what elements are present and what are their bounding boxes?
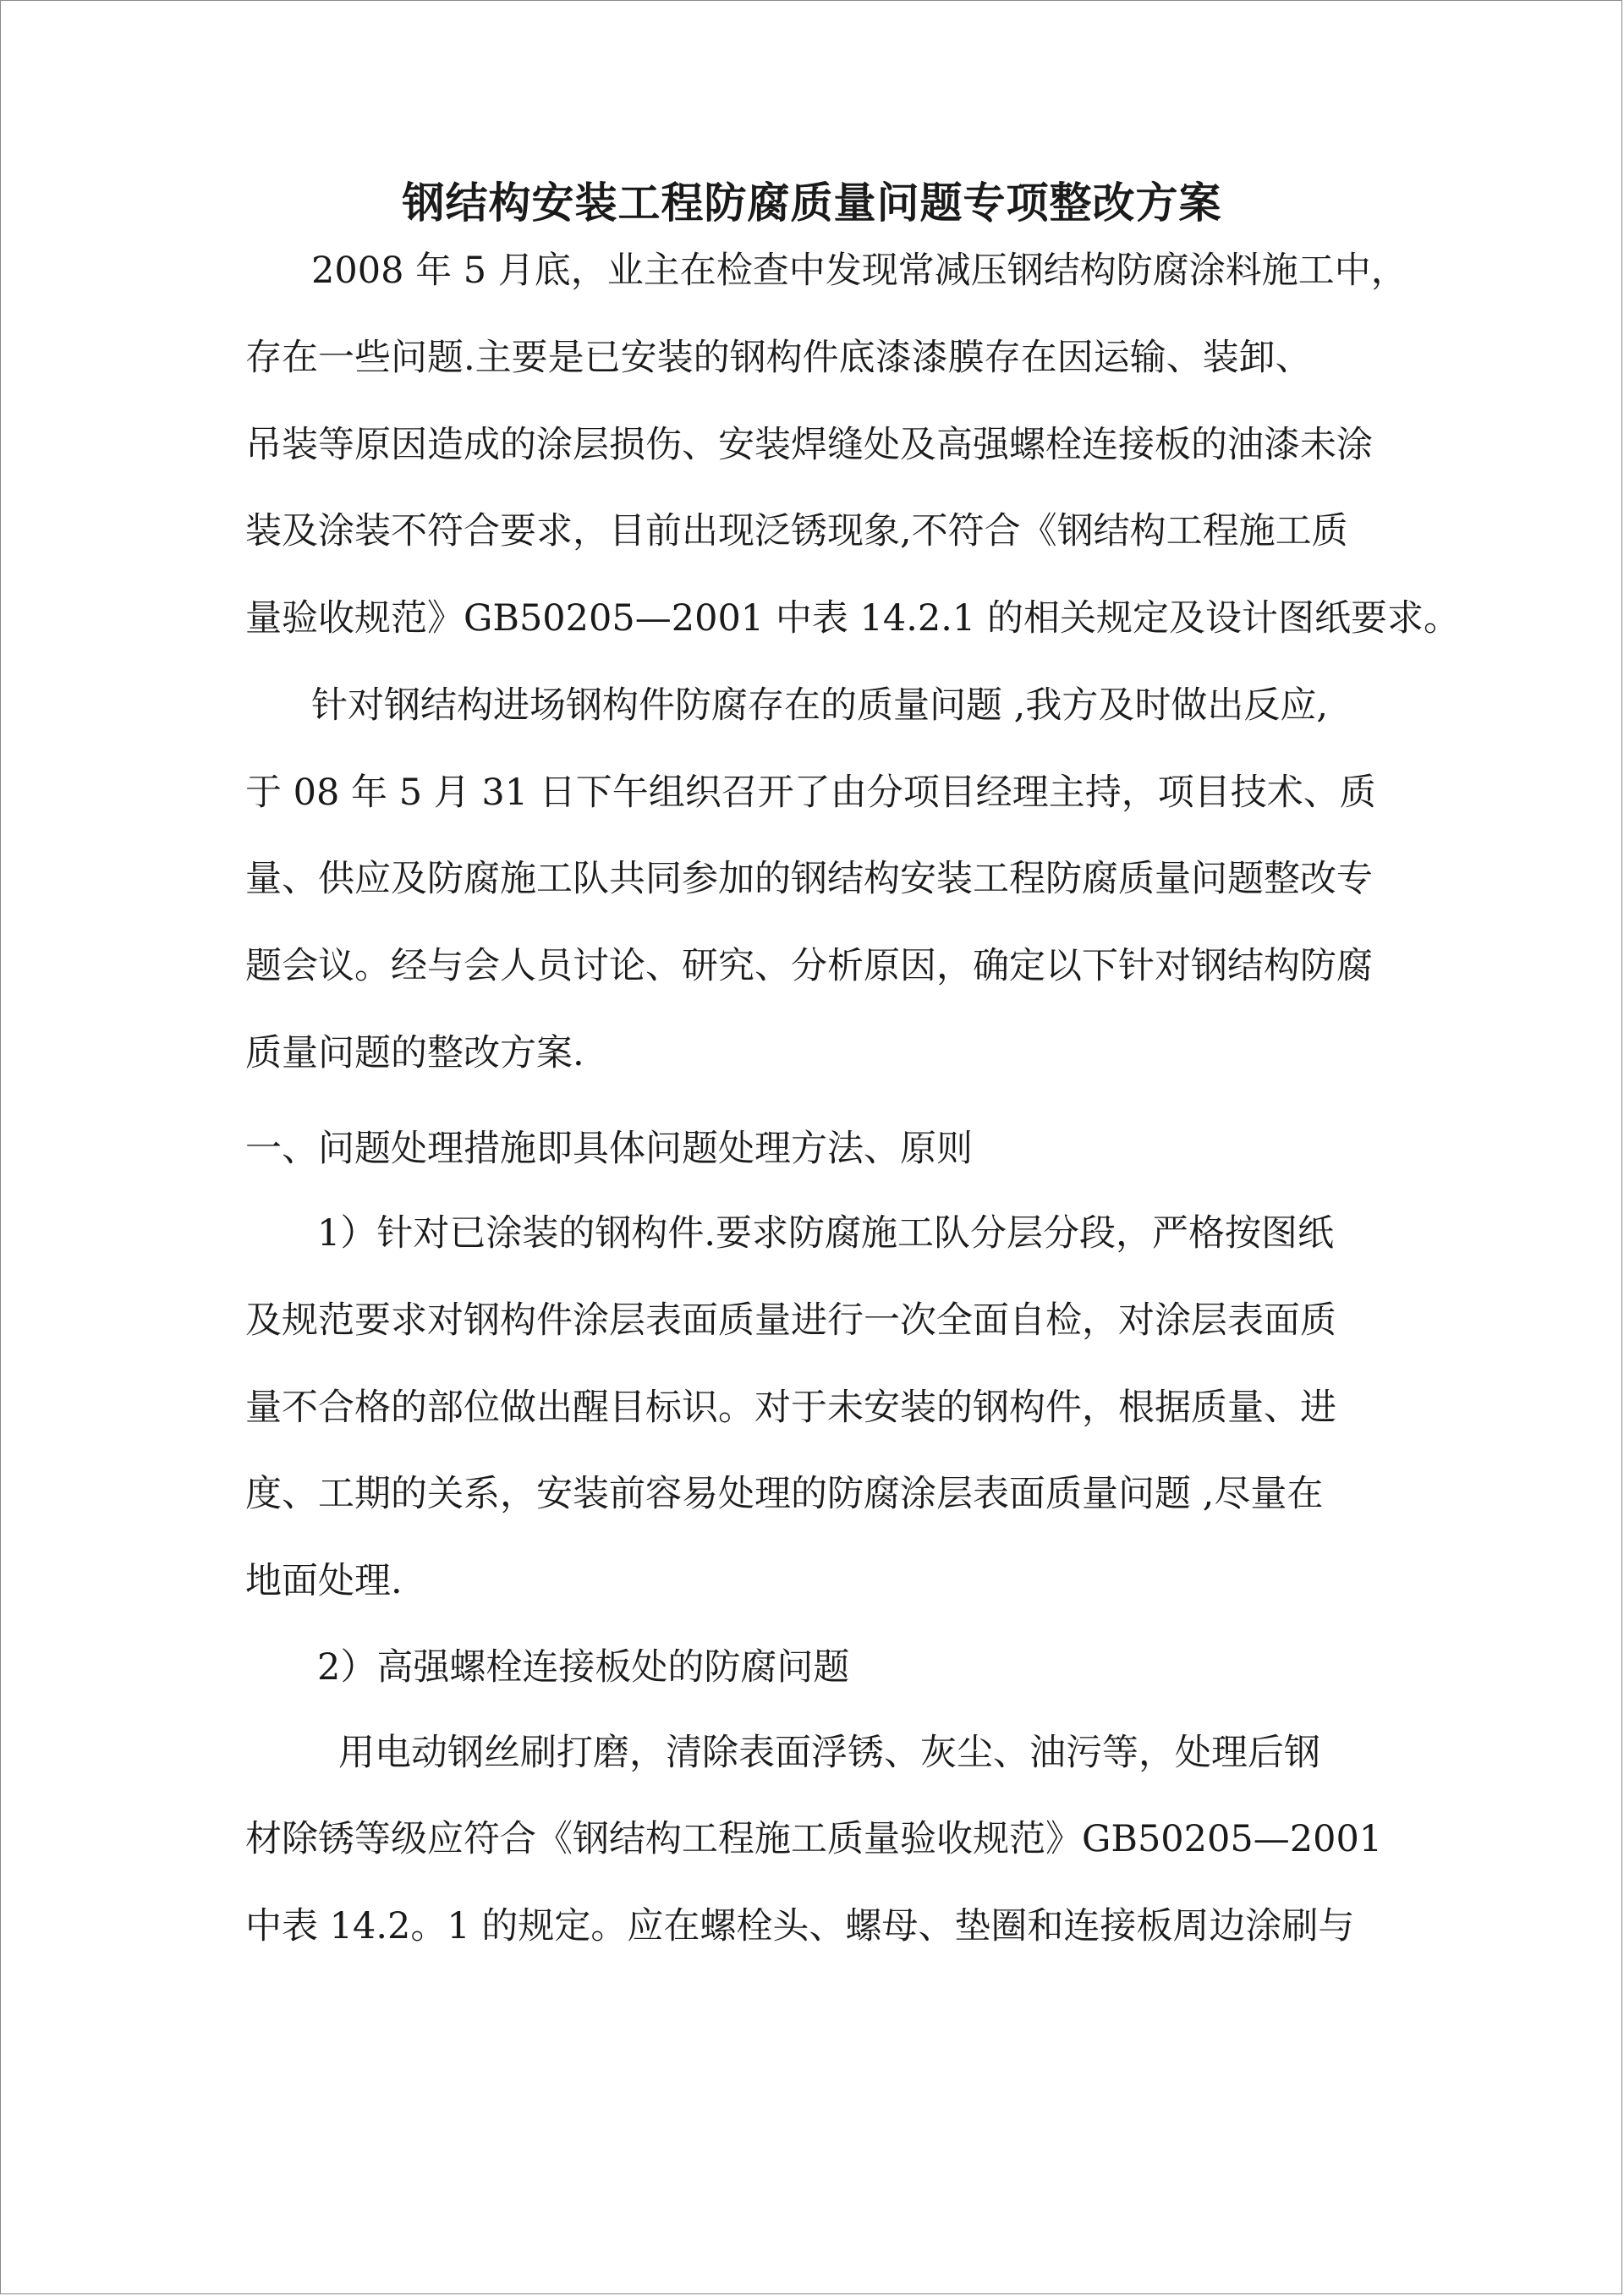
paragraph-line: 量不合格的部位做出醒目标识。对于未安装的钢构件，根据质量、进 — [245, 1387, 1336, 1429]
paragraph-line: 2008 年 5 月底，业主在检查中发现常减压钢结构防腐涂料施工中， — [311, 250, 1407, 292]
paragraph-line: 针对钢结构进场钢构件防腐存在的质量问题 ,我方及时做出反应, — [311, 684, 1329, 727]
paragraph-line: 装及涂装不符合要求，目前出现泛锈现象,不符合《钢结构工程施工质 — [245, 510, 1348, 552]
paragraph-line: 于 08 年 5 月 31 日下午组织召开了由分项目经理主持，项目技术、质 — [245, 772, 1376, 814]
paragraph-line: 材除锈等级应符合《钢结构工程施工质量验收规范》GB50205—2001 — [245, 1818, 1383, 1860]
paragraph-line: 题会议。经与会人员讨论、研究、分析原因，确定以下针对钢结构防腐 — [245, 945, 1373, 987]
paragraph-line: 吊装等原因造成的涂层损伤、安装焊缝处及高强螺栓连接板的油漆未涂 — [245, 424, 1373, 466]
paragraph-line: 量验收规范》GB50205—2001 中表 14.2.1 的相关规定及设计图纸要求。 — [245, 597, 1460, 640]
paragraph-line: 及规范要求对钢构件涂层表面质量进行一次全面自检，对涂层表面质 — [245, 1299, 1336, 1342]
paragraph-line: 1）针对已涂装的钢构件.要求防腐施工队分层分段，严格按图纸 — [317, 1212, 1335, 1255]
subsection-heading: 2）高强螺栓连接板处的防腐问题 — [317, 1646, 850, 1689]
paragraph-line: 度、工期的关系，安装前容易处理的防腐涂层表面质量问题 ,尽量在 — [245, 1473, 1324, 1515]
paragraph-line: 地面处理. — [245, 1560, 403, 1602]
paragraph-line: 中表 14.2。1 的规定。应在螺栓头、螺母、垫圈和连接板周边涂刷与 — [245, 1905, 1355, 1947]
paragraph-line: 用电动钢丝刷打磨，清除表面浮锈、灰尘、油污等，处理后钢 — [338, 1732, 1320, 1774]
paragraph-line: 质量问题的整改方案. — [245, 1032, 584, 1074]
section-heading: 一、问题处理措施即具体问题处理方法、原则 — [245, 1128, 973, 1170]
document-title: 钢结构安装工程防腐质量问题专项整改方案 — [402, 178, 1222, 228]
paragraph-line: 存在一些问题.主要是已安装的钢构件底漆漆膜存在因运输、装卸、 — [245, 337, 1312, 379]
paragraph-line: 量、供应及防腐施工队共同参加的钢结构安装工程防腐质量问题整改专 — [245, 858, 1373, 900]
